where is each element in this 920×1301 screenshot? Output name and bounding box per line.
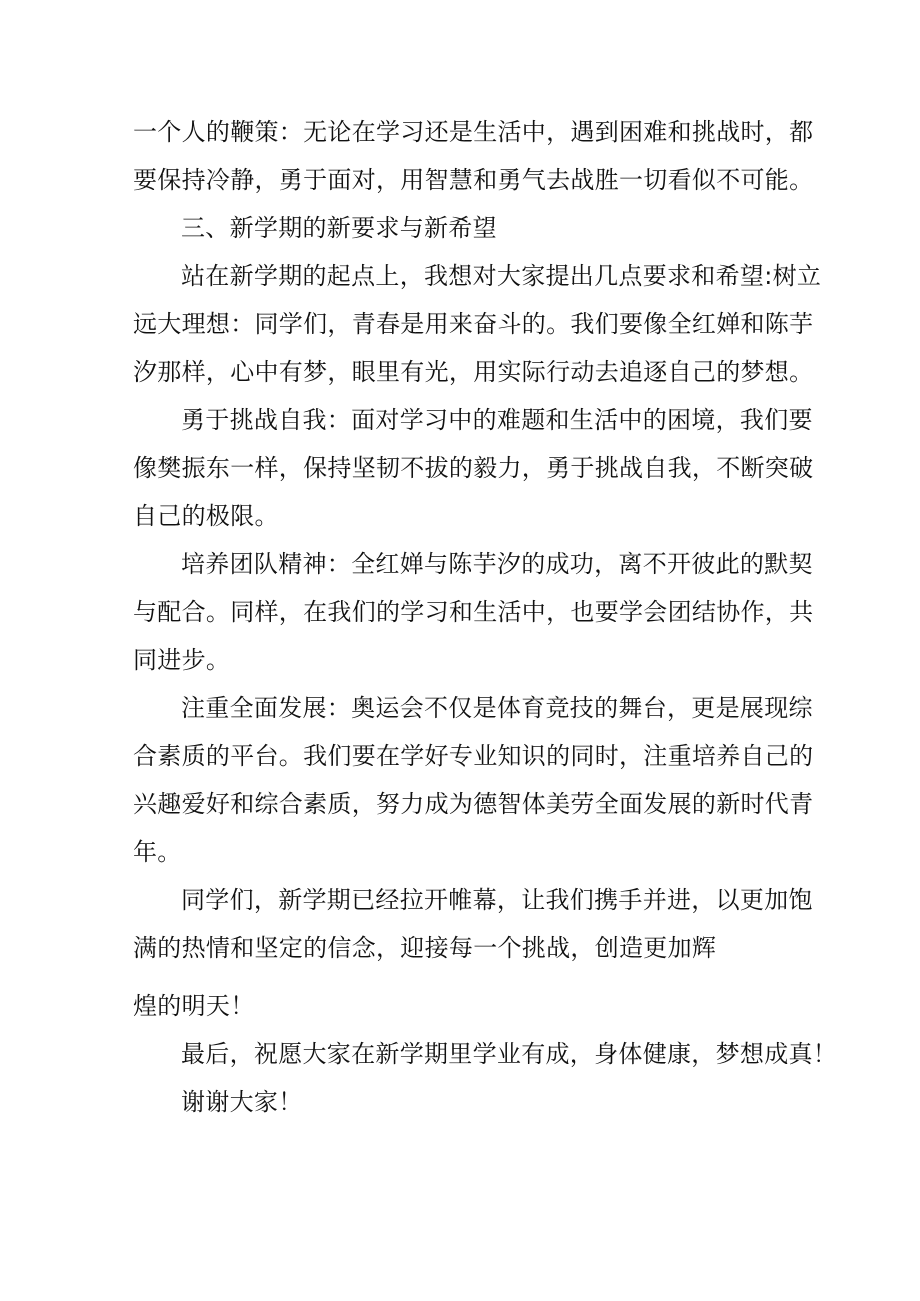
text-line-16: 年。 xyxy=(133,838,182,866)
text-line-14: 合素质的平台。我们要在学好专业知识的同时，注重培养自己的 xyxy=(133,742,814,770)
text-line-7: 勇于挑战自我：面对学习中的难题和生活中的困境，我们要 xyxy=(181,406,813,434)
text-line-17: 同学们，新学期已经拉开帷幕，让我们携手并进，以更加饱 xyxy=(181,886,813,914)
text-line-6: 汐那样，心中有梦，眼里有光，用实际行动去追逐自己的梦想。 xyxy=(133,358,814,386)
text-line-15: 兴趣爱好和综合素质，努力成为德智体美劳全面发展的新时代青 xyxy=(133,790,814,818)
text-line-12: 同进步。 xyxy=(133,646,231,674)
text-line-2: 要保持冷静，勇于面对，用智慧和勇气去战胜一切看似不可能。 xyxy=(133,166,814,194)
text-line-10: 培养团队精神：全红婵与陈芋汐的成功，离不开彼此的默契 xyxy=(181,550,813,578)
closing-line: 谢谢大家！ xyxy=(181,1088,303,1116)
text-line-11: 与配合。同样，在我们的学习和生活中，也要学会团结协作，共 xyxy=(133,598,814,626)
text-line-4: 站在新学期的起点上，我想对大家提出几点要求和希望:树立 xyxy=(181,262,822,290)
text-line-5: 远大理想：同学们，青春是用来奋斗的。我们要像全红婵和陈芋 xyxy=(133,310,814,338)
text-line-1: 一个人的鞭策：无论在学习还是生活中，遇到困难和挑战时，都 xyxy=(133,118,814,146)
text-line-13: 注重全面发展：奥运会不仅是体育竞技的舞台，更是展现综 xyxy=(181,694,813,722)
text-line-18: 满的热情和坚定的信念，迎接每一个挑战，创造更加辉 xyxy=(133,934,717,962)
text-line-9: 自己的极限。 xyxy=(133,502,279,530)
text-line-8: 像樊振东一样，保持坚韧不拔的毅力，勇于挑战自我，不断突破 xyxy=(133,454,814,482)
text-line-20: 最后，祝愿大家在新学期里学业有成，身体健康，梦想成真！ xyxy=(181,1040,838,1068)
text-line-19: 煌的明天！ xyxy=(133,992,255,1020)
section-heading: 三、新学期的新要求与新希望 xyxy=(181,214,497,242)
